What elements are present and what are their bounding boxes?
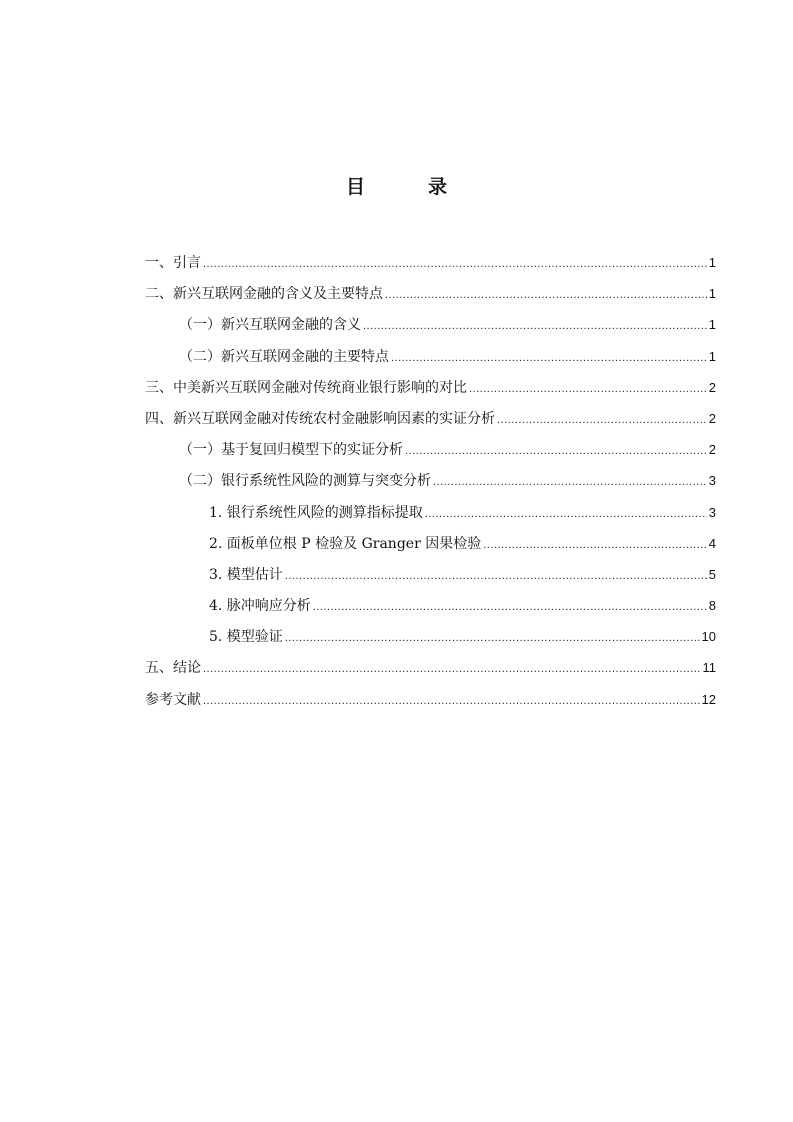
- toc-entry[interactable]: [145, 502, 718, 533]
- toc-entry-title: 二、新兴互联网金融的含义及主要特点: [145, 286, 383, 303]
- toc-dot-leader: [391, 347, 707, 369]
- toc-entry[interactable]: [145, 252, 718, 283]
- toc-page-number: 12: [701, 691, 716, 707]
- toc-entry[interactable]: [145, 470, 718, 501]
- toc-entry[interactable]: [145, 689, 718, 720]
- toc-entry-title: 2. 面板单位根 P 检验及 Granger 因果检验: [209, 535, 482, 552]
- toc-page-number: 10: [701, 629, 716, 645]
- toc-entry[interactable]: [145, 657, 718, 688]
- toc-dot-leader: [285, 565, 707, 587]
- toc-dot-leader: [285, 627, 700, 649]
- toc-entry[interactable]: [145, 346, 718, 377]
- toc-entry[interactable]: [145, 564, 718, 595]
- toc-page-number: 5: [708, 566, 716, 582]
- toc-dot-leader: [497, 409, 707, 431]
- toc-page-number: 1: [708, 317, 716, 333]
- toc-page-number: 1: [708, 286, 716, 302]
- toc-dot-leader: [203, 253, 707, 275]
- toc-entry-title: 参考文献: [145, 691, 201, 708]
- toc-entry-title: （二）银行系统性风险的测算与突变分析: [179, 473, 431, 490]
- toc-entry-title: （一）基于复回归模型下的实证分析: [179, 442, 403, 459]
- toc-dot-leader: [385, 284, 707, 306]
- toc-entry-title: 4. 脉冲响应分析: [209, 598, 311, 615]
- toc-dot-leader: [363, 315, 707, 337]
- toc-dot-leader: [203, 658, 701, 680]
- toc-dot-leader: [469, 378, 707, 400]
- toc-entry[interactable]: [145, 283, 718, 314]
- toc-page-number: 1: [708, 255, 716, 270]
- toc-page-number: 11: [702, 660, 716, 676]
- toc-dot-leader: [203, 690, 700, 712]
- toc-entry[interactable]: [145, 377, 718, 408]
- toc-dot-leader: [313, 596, 707, 618]
- toc-page-number: 2: [708, 442, 716, 458]
- toc-page-number: 4: [708, 535, 716, 551]
- toc-page-number: 3: [708, 473, 716, 489]
- toc-entry-title: 3. 模型估计: [209, 566, 283, 583]
- toc-page-number: 2: [708, 379, 716, 395]
- toc-entry[interactable]: [145, 533, 718, 564]
- toc-entry[interactable]: [145, 595, 718, 626]
- toc-entry-title: 三、中美新兴互联网金融对传统商业银行影响的对比: [145, 379, 467, 396]
- toc-entry[interactable]: [145, 314, 718, 345]
- toc-entry[interactable]: [145, 626, 718, 657]
- toc-entry-title: 四、新兴互联网金融对传统农村金融影响因素的实证分析: [145, 410, 495, 427]
- toc-page-number: 1: [708, 348, 716, 364]
- toc-page-number: 2: [708, 410, 716, 426]
- toc-title: 目 录: [345, 176, 469, 198]
- toc-entry[interactable]: [145, 408, 718, 439]
- toc-page-number: 8: [708, 598, 716, 614]
- toc-dot-leader: [483, 534, 707, 556]
- toc-dot-leader: [433, 471, 707, 493]
- toc-page-number: 3: [708, 504, 716, 520]
- table-of-contents: [145, 252, 718, 720]
- toc-dot-leader: [405, 440, 707, 462]
- toc-entry-title: 一、引言: [145, 255, 201, 271]
- toc-entry[interactable]: [145, 439, 718, 470]
- toc-entry-title: 5. 模型验证: [209, 629, 283, 646]
- toc-entry-title: （一）新兴互联网金融的含义: [179, 317, 361, 334]
- toc-entry-title: 五、结论: [145, 660, 201, 677]
- toc-entry-title: 1. 银行系统性风险的测算指标提取: [209, 504, 423, 521]
- toc-dot-leader: [425, 503, 707, 525]
- toc-entry-title: （二）新兴互联网金融的主要特点: [179, 348, 389, 365]
